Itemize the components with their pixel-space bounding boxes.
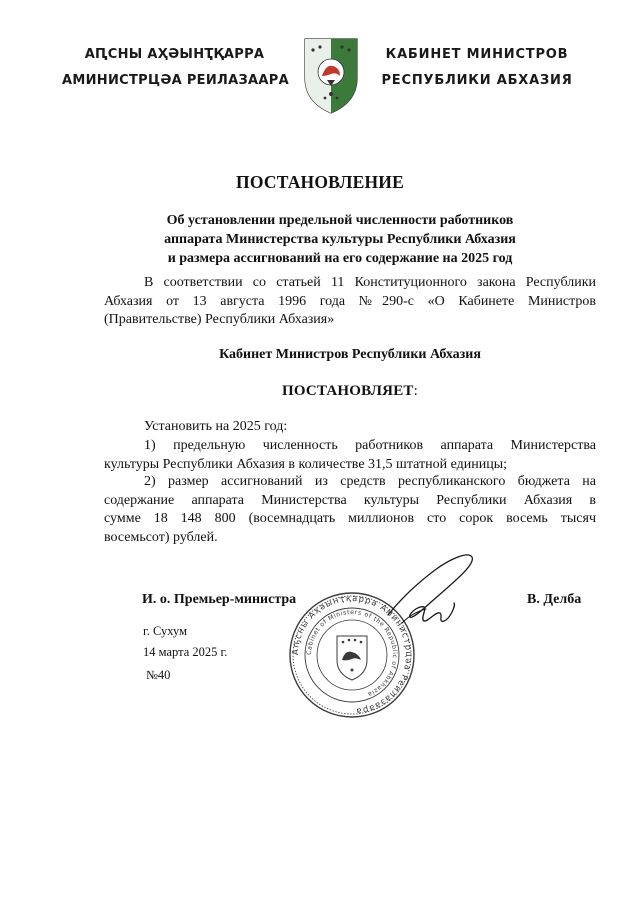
item-line: содержание аппарата Министерства культуры Республики Абхазия в (104, 492, 596, 508)
signatory-position: И. о. Премьер-министра (142, 592, 297, 607)
issue-city: г. Сухум (143, 624, 188, 638)
stamp-inner-text: Cabinet of Ministers of the Republic of Abkhazia (305, 608, 399, 698)
subject-line: и размера ассигнований на его содержание на 2025 год (167, 251, 513, 266)
issue-date: 14 марта 2025 г. (143, 645, 228, 659)
document-subject (80, 211, 600, 268)
subject-line: Об установлении предельной численности работников (166, 213, 514, 228)
handwritten-signature (380, 545, 480, 630)
header-right-line2: РЕСПУБЛИКИ АБХАЗИЯ (381, 73, 573, 88)
header-left-line1: АԤСНЫ АҲӘЫНҬҚАРРА (84, 47, 265, 62)
subject-line: аппарата Министерства культуры Республики Абхазия (164, 232, 516, 247)
header-russian (372, 42, 582, 94)
document-number: №40 (146, 668, 171, 682)
document-title: ПОСТАНОВЛЕНИЕ (236, 172, 404, 192)
signatory-name: В. Делба (527, 592, 582, 607)
cabinet-heading: Кабинет Министров Республики Абхазия (219, 347, 481, 362)
item-1 (104, 437, 596, 474)
coat-of-arms-emblem (300, 36, 362, 116)
item-line: сумме 18 148 800 (восемнадцать миллионов сто сорок восемь тысяч (104, 511, 596, 526)
resolves-colon: : (413, 383, 418, 399)
preamble-paragraph (104, 274, 596, 330)
item-line: культуры Республики Абхазия в количестве 31,5 штатной единицы; (104, 456, 507, 472)
resolves-heading (0, 383, 640, 400)
preamble-line: В соответствии со статьей 11 Конституционного закона Республики (144, 275, 596, 290)
header-left-line2: АМИНИСТРЦӘА РЕИЛАЗААРА (62, 73, 289, 88)
stamp-outer-text: Аҧсны Аҳәынҭқарра Аминистрцәа Реилазаара (290, 593, 414, 716)
resolves-word: ПОСТАНОВЛЯЕТ (281, 383, 414, 399)
item-line: восемьсот) рублей. (104, 529, 218, 545)
item-line: 2) размер ассигнований из средств республиканского бюджета на (144, 474, 596, 489)
item-line: 1) предельную численность работников аппарата Министерства (144, 438, 596, 453)
header-abkhaz (62, 42, 287, 94)
preamble-line: (Правительстве) Республики Абхазия» (104, 312, 335, 327)
header-right-line1: КАБИНЕТ МИНИСТРОВ (385, 47, 569, 62)
set-intro: Установить на 2025 год: (144, 419, 288, 434)
item-2 (104, 473, 596, 547)
preamble-line: Абхазия от 13 августа 1996 года №290-с «О Кабинете Министров (104, 293, 596, 309)
